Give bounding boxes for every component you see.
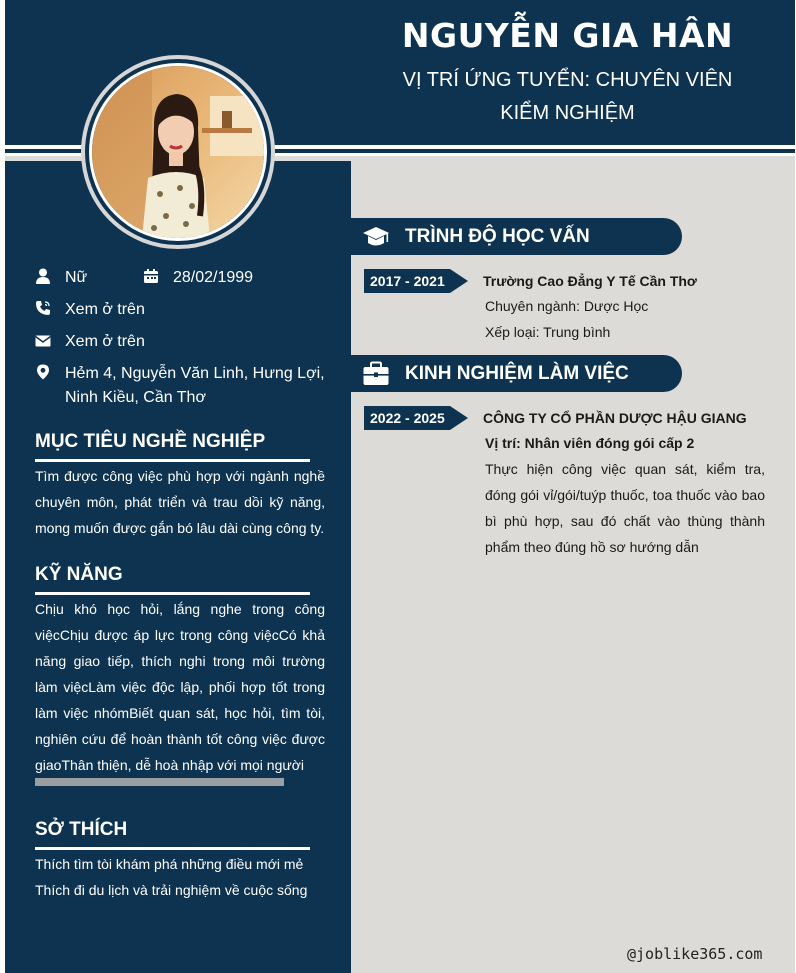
cv-page [5, 0, 795, 973]
calendar-icon [143, 268, 159, 284]
map-marker-icon [35, 364, 51, 380]
objective-title: MỤC TIÊU NGHỀ NGHIỆP [35, 431, 266, 452]
email-value: Xem ở trên [65, 333, 145, 350]
company-name: CÔNG TY CỔ PHẦN DƯỢC HẬU GIANG [483, 410, 747, 426]
watermark: @joblike365.com [627, 945, 763, 963]
objective-text: Tìm được công việc phù hợp với ngành nghề chuyên môn, phát triển và trau dồi kỹ năng, mong muốn được gắn bó lâu dài cùng công ty. [35, 468, 325, 536]
job-role: Vị trí: Nhân viên đóng gói cấp 2 [485, 435, 695, 451]
education-grade: Xếp loại: Trung bình [485, 324, 611, 340]
hobbies-title: SỞ THÍCH [35, 819, 128, 840]
avatar [89, 63, 267, 241]
phone-icon [35, 300, 51, 316]
gender-value: Nữ [65, 269, 88, 286]
hobby-item: Thích tìm tòi khám phá những điều mới mẻ [35, 856, 304, 872]
education-years: 2017 - 2021 [370, 273, 445, 289]
phone-value: Xem ở trên [65, 301, 145, 318]
school-name: Trường Cao Đẳng Y Tế Cần Thơ [483, 273, 697, 289]
candidate-name: NGUYỄN GIA HÂN [401, 16, 734, 55]
experience-title: KINH NGHIỆM LÀM VIỆC [405, 363, 629, 384]
applied-position: VỊ TRÍ ỨNG TUYỂN: CHUYÊN VIÊN KIỂM NGHIỆM [402, 69, 733, 124]
skill-level-bar [35, 778, 284, 786]
job-description: Thực hiện công việc quan sát, kiểm tra, đóng gói vỉ/gói/tuýp thuốc, toa thuốc vào bao bì phù hợp, sau đó chất vào thùng thành phẩm theo đúng hồ sơ hướng dẫn [485, 461, 765, 555]
envelope-icon [35, 333, 51, 349]
graduation-cap-icon [362, 223, 390, 251]
birthday-value: 28/02/1999 [173, 269, 254, 286]
experience-years: 2022 - 2025 [370, 410, 445, 426]
address-value: Hẻm 4, Nguyễn Văn Linh, Hưng Lợi, Ninh Kiều, Cần Thơ [65, 365, 325, 406]
user-icon [35, 268, 51, 284]
education-title: TRÌNH ĐỘ HỌC VẤN [405, 226, 590, 247]
skills-text: Chịu khó học hỏi, lắng nghe trong công việcChịu được áp lực trong công việcCó khả năng giao tiếp, thích nghi trong môi trường làm việcLàm việc độc lập, phối hợp tốt trong làm việc nhómBiết quan sát, học hỏi, tìm tòi, nghiên cứu để hoàn thành tốt công việc được giaoThân thiện, dễ hoà nhập với mọi người [35, 601, 325, 773]
section-rule [35, 592, 310, 595]
skills-title: KỸ NĂNG [35, 564, 123, 585]
education-major: Chuyên ngành: Dược Học [485, 298, 649, 314]
section-rule [35, 847, 310, 850]
section-rule [35, 459, 310, 462]
hobby-item: Thích đi du lịch và trải nghiệm về cuộc sống [35, 882, 308, 898]
briefcase-icon [362, 360, 390, 388]
